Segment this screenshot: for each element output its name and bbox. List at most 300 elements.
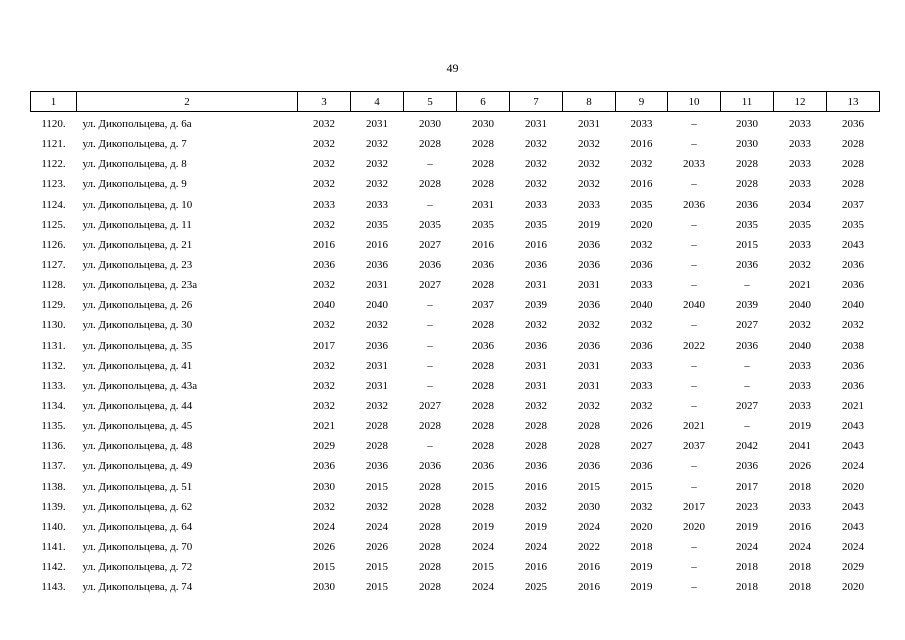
year-cell: 2018 [789, 581, 811, 594]
year-cell: 2018 [736, 561, 758, 574]
year-cell: 2036 [472, 339, 494, 352]
year-cell: 2032 [366, 500, 388, 513]
year-cell: 2024 [578, 520, 600, 533]
column-header-2: 2 [77, 92, 298, 112]
row-number-cell: 1134. [41, 400, 66, 413]
year-cell: – [427, 339, 433, 352]
year-cell: 2031 [366, 279, 388, 292]
year-cell: – [427, 299, 433, 312]
year-cell: – [691, 259, 697, 272]
year-cell: 2036 [525, 460, 547, 473]
row-number-cell: 1126. [41, 238, 66, 251]
year-cell: – [744, 279, 750, 292]
year-cell: 2016 [789, 520, 811, 533]
row-number-cell: 1127. [41, 259, 66, 272]
table-row [31, 215, 880, 235]
year-cell: 2033 [789, 118, 811, 131]
year-cell: 2040 [789, 299, 811, 312]
year-cell: – [744, 379, 750, 392]
year-cell: – [691, 400, 697, 413]
address-cell: ул. Дикопольцева, д. 9 [82, 178, 187, 191]
year-cell: 2024 [366, 520, 388, 533]
year-cell: 2015 [736, 238, 758, 251]
year-cell: 2031 [525, 118, 547, 131]
year-cell: 2028 [472, 319, 494, 332]
year-cell: – [691, 581, 697, 594]
year-cell: – [427, 158, 433, 171]
year-cell: 2020 [630, 218, 653, 231]
year-cell: 2033 [630, 279, 653, 292]
year-cell: – [691, 238, 697, 251]
year-cell: 2033 [630, 359, 653, 372]
year-cell: 2028 [419, 520, 441, 533]
year-cell: 2036 [842, 359, 864, 372]
year-cell: 2032 [366, 178, 388, 191]
year-cell: – [691, 379, 697, 392]
year-cell: 2018 [789, 480, 811, 493]
year-cell: 2042 [736, 440, 758, 453]
year-cell: 2032 [313, 279, 335, 292]
year-cell: 2036 [683, 198, 705, 211]
year-cell: 2015 [313, 561, 335, 574]
year-cell: 2018 [630, 541, 653, 554]
address-cell: ул. Дикопольцева, д. 11 [82, 218, 192, 231]
year-cell: 2040 [789, 339, 811, 352]
year-cell: 2036 [736, 198, 758, 211]
year-cell: 2028 [366, 420, 388, 433]
year-cell: 2032 [630, 238, 653, 251]
year-cell: 2018 [736, 581, 758, 594]
table-row [31, 557, 880, 577]
table-row [31, 517, 880, 537]
table-row [31, 235, 880, 255]
year-cell: 2032 [313, 178, 335, 191]
year-cell: 2027 [419, 400, 441, 413]
table-row [31, 497, 880, 517]
row-number-cell: 1136. [41, 440, 66, 453]
year-cell: 2043 [842, 440, 864, 453]
address-cell: ул. Дикопольцева, д. 6а [82, 118, 192, 131]
year-cell: 2028 [419, 561, 441, 574]
address-cell: ул. Дикопольцева, д. 70 [82, 541, 193, 554]
year-cell: 2028 [472, 500, 494, 513]
year-cell: 2028 [366, 440, 388, 453]
year-cell: – [691, 480, 697, 493]
year-cell: 2032 [578, 178, 600, 191]
year-cell: 2033 [789, 400, 811, 413]
year-cell: 2028 [472, 420, 494, 433]
year-cell: 2024 [525, 541, 547, 554]
year-cell: 2040 [366, 299, 388, 312]
table-row [31, 295, 880, 315]
year-cell: – [691, 118, 697, 131]
year-cell: 2036 [366, 460, 388, 473]
year-cell: 2015 [366, 561, 388, 574]
column-header-11: 11 [721, 92, 774, 112]
year-cell: 2028 [419, 178, 441, 191]
row-number-cell: 1143. [41, 581, 66, 594]
year-cell: 2043 [842, 500, 864, 513]
year-cell: 2036 [630, 460, 653, 473]
address-cell: ул. Дикопольцева, д. 48 [82, 440, 193, 453]
year-cell: 2023 [736, 500, 758, 513]
table-row [31, 356, 880, 376]
year-cell: 2016 [313, 238, 335, 251]
year-cell: 2035 [736, 218, 758, 231]
address-cell: ул. Дикопольцева, д. 74 [82, 581, 193, 594]
year-cell: 2032 [366, 138, 388, 151]
year-cell: 2020 [630, 520, 653, 533]
address-cell: ул. Дикопольцева, д. 44 [82, 400, 193, 413]
year-cell: 2036 [419, 259, 441, 272]
year-cell: 2032 [789, 319, 811, 332]
year-cell: 2027 [630, 440, 653, 453]
year-cell: 2024 [472, 541, 494, 554]
year-cell: 2032 [630, 319, 653, 332]
year-cell: 2039 [736, 299, 758, 312]
year-cell: 2016 [366, 238, 388, 251]
year-cell: 2028 [419, 581, 441, 594]
year-cell: 2030 [578, 500, 600, 513]
year-cell: 2036 [472, 259, 494, 272]
year-cell: 2028 [419, 541, 441, 554]
table-row [31, 336, 880, 356]
row-number-cell: 1133. [41, 379, 66, 392]
year-cell: – [744, 359, 750, 372]
year-cell: 2033 [789, 359, 811, 372]
year-cell: 2015 [630, 480, 653, 493]
year-cell: 2036 [736, 460, 758, 473]
row-number-cell: 1125. [41, 218, 66, 231]
year-cell: 2021 [842, 400, 864, 413]
year-cell: – [691, 218, 697, 231]
year-cell: 2033 [789, 238, 811, 251]
year-cell: – [691, 279, 697, 292]
year-cell: 2031 [366, 118, 388, 131]
year-cell: 2019 [789, 420, 811, 433]
year-cell: 2035 [366, 218, 388, 231]
address-cell: ул. Дикопольцева, д. 8 [82, 158, 187, 171]
table-row [31, 537, 880, 557]
year-cell: 2022 [578, 541, 600, 554]
schedule-table [30, 91, 880, 597]
year-cell: 2020 [683, 520, 705, 533]
row-number-cell: 1131. [41, 339, 66, 352]
year-cell: 2016 [578, 561, 600, 574]
year-cell: 2028 [736, 158, 758, 171]
address-cell: ул. Дикопольцева, д. 72 [82, 561, 193, 574]
year-cell: 2016 [525, 561, 547, 574]
year-cell: 2031 [366, 359, 388, 372]
year-cell: 2036 [366, 339, 388, 352]
table-row [31, 174, 880, 194]
year-cell: – [427, 359, 433, 372]
year-cell: 2033 [789, 500, 811, 513]
year-cell: 2032 [578, 319, 600, 332]
year-cell: 2036 [578, 238, 600, 251]
address-cell: ул. Дикопольцева, д. 10 [82, 198, 193, 211]
year-cell: 2032 [525, 138, 547, 151]
year-cell: 2028 [472, 138, 494, 151]
year-cell: 2015 [366, 581, 388, 594]
year-cell: – [427, 379, 433, 392]
year-cell: 2018 [789, 561, 811, 574]
year-cell: 2024 [736, 541, 758, 554]
year-cell: 2024 [842, 541, 864, 554]
year-cell: 2035 [630, 198, 653, 211]
year-cell: 2032 [525, 178, 547, 191]
year-cell: 2017 [313, 339, 335, 352]
address-cell: ул. Дикопольцева, д. 21 [82, 238, 193, 251]
year-cell: 2016 [630, 138, 653, 151]
year-cell: 2037 [472, 299, 494, 312]
row-number-cell: 1141. [41, 541, 66, 554]
year-cell: 2021 [789, 279, 811, 292]
year-cell: 2026 [630, 420, 653, 433]
year-cell: 2039 [525, 299, 547, 312]
year-cell: 2032 [842, 319, 864, 332]
table-row [31, 154, 880, 174]
year-cell: 2040 [842, 299, 864, 312]
year-cell: 2028 [578, 420, 600, 433]
year-cell: 2021 [313, 420, 335, 433]
page-number: 49 [446, 61, 459, 75]
address-cell: ул. Дикопольцева, д. 62 [82, 500, 193, 513]
year-cell: 2016 [578, 581, 600, 594]
year-cell: 2024 [313, 520, 335, 533]
year-cell: 2028 [736, 178, 758, 191]
year-cell: 2032 [313, 359, 335, 372]
year-cell: 2021 [683, 420, 705, 433]
year-cell: 2015 [578, 480, 600, 493]
address-cell: ул. Дикопольцева, д. 35 [82, 339, 193, 352]
column-header-7: 7 [510, 92, 563, 112]
year-cell: 2032 [578, 138, 600, 151]
year-cell: 2031 [366, 379, 388, 392]
year-cell: 2038 [842, 339, 864, 352]
year-cell: 2037 [683, 440, 705, 453]
year-cell: – [691, 359, 697, 372]
year-cell: 2028 [419, 500, 441, 513]
year-cell: – [427, 440, 433, 453]
year-cell: 2024 [789, 541, 811, 554]
year-cell: 2032 [313, 500, 335, 513]
year-cell: 2031 [578, 118, 600, 131]
year-cell: 2031 [525, 279, 547, 292]
table-row [31, 396, 880, 416]
year-cell: 2032 [578, 158, 600, 171]
year-cell: 2028 [472, 279, 494, 292]
year-cell: 2032 [313, 319, 335, 332]
year-cell: 2036 [842, 379, 864, 392]
table-row [31, 112, 880, 135]
table-header-row [31, 92, 880, 112]
year-cell: 2033 [578, 198, 600, 211]
row-number-cell: 1135. [41, 420, 66, 433]
year-cell: 2043 [842, 238, 864, 251]
year-cell: 2017 [736, 480, 758, 493]
row-number-cell: 1132. [41, 359, 66, 372]
column-header-9: 9 [616, 92, 668, 112]
year-cell: 2024 [472, 581, 494, 594]
year-cell: 2030 [313, 480, 335, 493]
year-cell: 2032 [525, 400, 547, 413]
year-cell: 2028 [472, 158, 494, 171]
year-cell: – [691, 460, 697, 473]
year-cell: 2031 [472, 198, 494, 211]
year-cell: 2033 [525, 198, 547, 211]
address-cell: ул. Дикопольцева, д. 49 [82, 460, 193, 473]
row-number-cell: 1122. [41, 158, 66, 171]
year-cell: 2036 [419, 460, 441, 473]
column-header-5: 5 [404, 92, 457, 112]
year-cell: 2017 [683, 500, 705, 513]
year-cell: 2028 [842, 138, 864, 151]
year-cell: 2020 [842, 581, 864, 594]
year-cell: 2040 [630, 299, 653, 312]
year-cell: 2035 [842, 218, 864, 231]
year-cell: 2022 [683, 339, 705, 352]
year-cell: – [427, 198, 433, 211]
row-number-cell: 1121. [41, 138, 66, 151]
table-row [31, 577, 880, 597]
year-cell: 2028 [419, 420, 441, 433]
row-number-cell: 1130. [41, 319, 66, 332]
year-cell: 2029 [313, 440, 335, 453]
table-row [31, 436, 880, 456]
year-cell: 2031 [578, 359, 600, 372]
year-cell: 2019 [472, 520, 494, 533]
year-cell: 2030 [313, 581, 335, 594]
year-cell: 2027 [736, 400, 758, 413]
year-cell: 2036 [578, 460, 600, 473]
year-cell: 2028 [578, 440, 600, 453]
year-cell: 2016 [472, 238, 494, 251]
row-number-cell: 1124. [41, 198, 66, 211]
column-header-10: 10 [668, 92, 721, 112]
year-cell: 2032 [366, 158, 388, 171]
year-cell: 2019 [525, 520, 547, 533]
year-cell: 2016 [525, 480, 547, 493]
year-cell: 2043 [842, 520, 864, 533]
year-cell: 2040 [313, 299, 335, 312]
address-cell: ул. Дикопольцева, д. 51 [82, 480, 193, 493]
year-cell: 2028 [419, 138, 441, 151]
year-cell: 2032 [789, 259, 811, 272]
year-cell: – [744, 420, 750, 433]
year-cell: 2032 [578, 400, 600, 413]
year-cell: 2019 [630, 581, 653, 594]
year-cell: 2036 [842, 259, 864, 272]
year-cell: 2036 [313, 460, 335, 473]
year-cell: 2028 [842, 178, 864, 191]
year-cell: 2041 [789, 440, 811, 453]
year-cell: 2033 [683, 158, 705, 171]
year-cell: 2035 [419, 218, 441, 231]
year-cell: 2043 [842, 420, 864, 433]
year-cell: 2030 [736, 118, 758, 131]
year-cell: 2036 [578, 259, 600, 272]
column-header-1: 1 [31, 92, 77, 112]
year-cell: 2036 [842, 118, 864, 131]
row-number-cell: 1129. [41, 299, 66, 312]
year-cell: 2028 [472, 178, 494, 191]
year-cell: 2032 [313, 400, 335, 413]
year-cell: 2033 [789, 379, 811, 392]
year-cell: 2033 [789, 178, 811, 191]
column-header-13: 13 [827, 92, 880, 112]
year-cell: 2040 [683, 299, 705, 312]
year-cell: 2031 [525, 379, 547, 392]
year-cell: 2036 [366, 259, 388, 272]
year-cell: 2026 [313, 541, 335, 554]
address-cell: ул. Дикопольцева, д. 7 [82, 138, 187, 151]
row-number-cell: 1142. [41, 561, 66, 574]
year-cell: 2032 [313, 218, 335, 231]
year-cell: 2036 [525, 259, 547, 272]
year-cell: 2028 [419, 480, 441, 493]
year-cell: – [691, 319, 697, 332]
year-cell: 2032 [525, 500, 547, 513]
table-row [31, 456, 880, 476]
address-cell: ул. Дикопольцева, д. 43а [82, 379, 198, 392]
year-cell: 2030 [736, 138, 758, 151]
year-cell: 2032 [313, 118, 335, 131]
column-header-12: 12 [774, 92, 827, 112]
year-cell: 2016 [525, 238, 547, 251]
table-row [31, 195, 880, 215]
table-row [31, 275, 880, 295]
year-cell: 2028 [472, 379, 494, 392]
table-row [31, 416, 880, 436]
year-cell: 2036 [578, 299, 600, 312]
year-cell: 2028 [525, 440, 547, 453]
year-cell: 2030 [472, 118, 494, 131]
year-cell: 2027 [419, 279, 441, 292]
year-cell: 2033 [630, 118, 653, 131]
table-row [31, 134, 880, 154]
year-cell: 2033 [366, 198, 388, 211]
year-cell: 2033 [313, 198, 335, 211]
column-header-4: 4 [351, 92, 404, 112]
year-cell: 2032 [313, 158, 335, 171]
address-cell: ул. Дикопольцева, д. 64 [82, 520, 193, 533]
year-cell: 2033 [630, 379, 653, 392]
year-cell: 2032 [313, 138, 335, 151]
year-cell: 2033 [789, 158, 811, 171]
year-cell: 2036 [630, 339, 653, 352]
year-cell: 2036 [578, 339, 600, 352]
year-cell: 2032 [366, 400, 388, 413]
year-cell: 2032 [630, 400, 653, 413]
address-cell: ул. Дикопольцева, д. 23 [82, 259, 193, 272]
year-cell: 2033 [789, 138, 811, 151]
year-cell: 2028 [472, 440, 494, 453]
year-cell: – [427, 319, 433, 332]
year-cell: 2036 [525, 339, 547, 352]
address-cell: ул. Дикопольцева, д. 23а [82, 279, 198, 292]
table-row [31, 477, 880, 497]
year-cell: 2028 [525, 420, 547, 433]
year-cell: – [691, 138, 697, 151]
year-cell: – [691, 541, 697, 554]
year-cell: 2027 [419, 238, 441, 251]
year-cell: 2034 [789, 198, 811, 211]
year-cell: – [691, 561, 697, 574]
year-cell: 2031 [578, 279, 600, 292]
address-cell: ул. Дикопольцева, д. 41 [82, 359, 193, 372]
year-cell: 2015 [366, 480, 388, 493]
